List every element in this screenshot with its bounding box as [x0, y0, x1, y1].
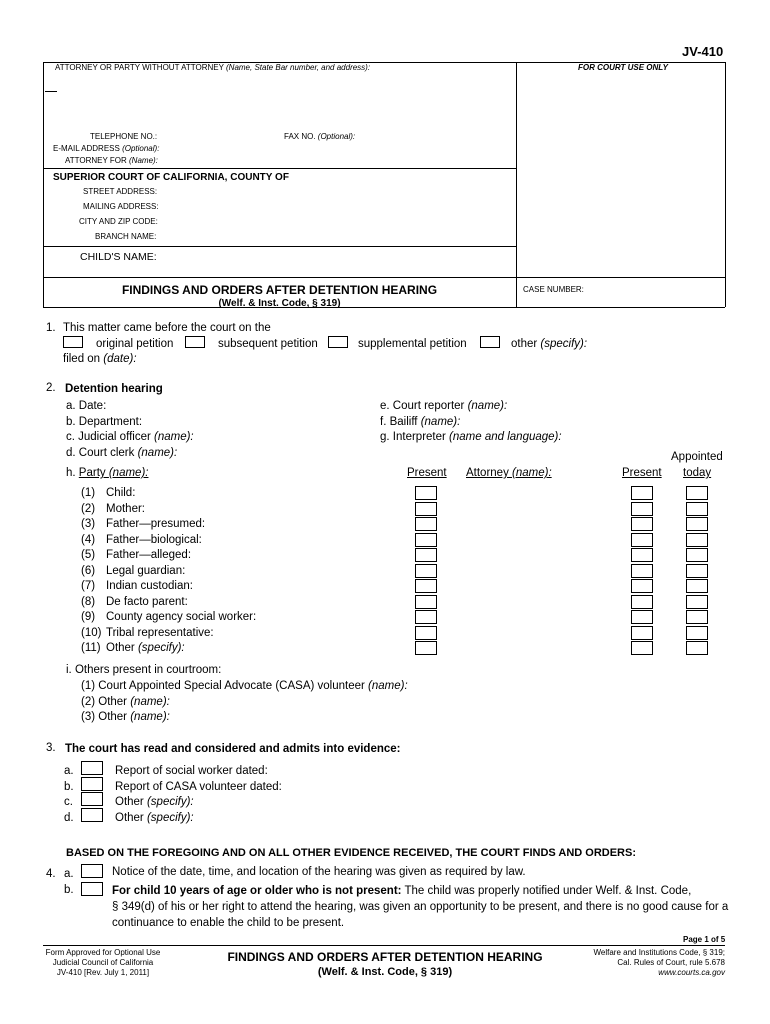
attorney-label: ATTORNEY OR PARTY WITHOUT ATTORNEY (Name, State Bar number, and address): [55, 63, 371, 72]
attorney-present-checkbox[interactable] [631, 564, 653, 578]
attorney-present-checkbox[interactable] [631, 641, 653, 655]
party-number: (1) [81, 487, 96, 499]
party-number: (8) [81, 595, 96, 608]
attorney-appointed-checkbox[interactable] [686, 502, 708, 516]
detention-field-d [66, 447, 177, 459]
attorney-present-checkbox[interactable] [631, 486, 653, 500]
label-text: b. Department: [66, 415, 143, 428]
footer-right-3: www.courts.ca.gov [658, 968, 725, 977]
detention-field-g [380, 431, 562, 443]
label-text: County agency social worker: [106, 611, 257, 623]
court-use-divider [516, 62, 517, 307]
header-left-border [43, 62, 44, 307]
court-use-label: FOR COURT USE ONLY [578, 63, 668, 72]
notice-given-text: Notice of the date, time, and location of the hearing was given as required by law. [112, 866, 526, 878]
present2-column-header: Present [622, 467, 662, 479]
party-label [106, 580, 193, 592]
label-text: a. Date: [66, 400, 107, 412]
label-text: Indian custodian: [106, 580, 193, 592]
evidence-letter: c. [64, 796, 73, 808]
party-label [106, 565, 185, 577]
party-label [106, 534, 202, 546]
party-label [106, 642, 185, 654]
party-present-checkbox[interactable] [415, 533, 437, 547]
footer-rule [43, 945, 725, 946]
evidence-letter: b. [64, 780, 74, 793]
child-notified-line3: continuance to enable the child to be present. [112, 917, 345, 929]
label-text: c. Judicial officer [66, 431, 154, 443]
party-number: (5) [81, 549, 96, 561]
header-bottom-border [43, 307, 725, 308]
branch-name-label: BRANCH NAME: [95, 232, 157, 241]
header-right-border [725, 62, 726, 307]
attorney-present-checkbox[interactable] [631, 502, 653, 516]
party-number: (3) [81, 518, 96, 530]
item2-heading: Detention hearing [65, 383, 163, 395]
label-note: (name and language): [449, 431, 562, 443]
others-present-row [81, 711, 170, 723]
party-number: (6) [81, 564, 96, 577]
party-present-checkbox[interactable] [415, 595, 437, 609]
attorney-appointed-checkbox[interactable] [686, 641, 708, 655]
label-note: (name): [137, 446, 178, 459]
label-text: f. Bailiff [380, 415, 421, 428]
attorney-appointed-checkbox[interactable] [686, 626, 708, 640]
party-number: (2) [81, 502, 96, 515]
form-title: FINDINGS AND ORDERS AFTER DETENTION HEARING [121, 283, 438, 297]
party-label [106, 596, 188, 608]
attorney-for-label: ATTORNEY FOR (Name): [65, 156, 158, 165]
original-petition-checkbox[interactable] [63, 336, 83, 348]
subsequent-petition-label: subsequent petition [218, 338, 318, 350]
party-header: h. Party (name): [66, 467, 149, 479]
label-note: (name): [154, 431, 194, 443]
attorney-appointed-checkbox[interactable] [686, 579, 708, 593]
party-number: (10) [81, 626, 102, 639]
detention-field-f [380, 416, 460, 428]
label-text: Other [115, 811, 147, 824]
other-petition-checkbox[interactable] [480, 336, 500, 348]
child-notified-line1: For child 10 years of age or older who is not present: The child was properly notified under Welf. & Inst. Code, [112, 885, 692, 897]
child-notified-line2: § 349(d) of his or her right to attend the hearing, was given an opportunity to be present, and there is no good cause for a [112, 901, 729, 913]
evidence-checkbox[interactable] [81, 792, 103, 806]
label-text: g. Interpreter [380, 431, 450, 443]
party-present-checkbox[interactable] [415, 502, 437, 516]
party-label [106, 518, 205, 530]
item2-number: 2. [46, 382, 56, 394]
attorney-appointed-checkbox[interactable] [686, 564, 708, 578]
child-notified-checkbox[interactable] [81, 882, 103, 896]
party-present-checkbox[interactable] [415, 564, 437, 578]
evidence-label [115, 812, 194, 824]
label-text: De facto parent: [106, 595, 188, 608]
appointed-column-header-1: Appointed [671, 451, 723, 463]
attorney-appointed-checkbox[interactable] [686, 517, 708, 531]
party-label [106, 487, 135, 499]
label-note: (name): [130, 711, 170, 723]
attorney-appointed-checkbox[interactable] [686, 533, 708, 547]
filed-on-label: filed on (date): [63, 353, 137, 365]
item3-number: 3. [46, 742, 56, 754]
court-section-border [43, 168, 516, 169]
attorney-present-checkbox[interactable] [631, 548, 653, 562]
attorney-present-checkbox[interactable] [631, 595, 653, 609]
supplemental-petition-checkbox[interactable] [328, 336, 348, 348]
childs-name-label: CHILD'S NAME: [80, 251, 157, 263]
party-present-checkbox[interactable] [415, 548, 437, 562]
attorney-present-checkbox[interactable] [631, 579, 653, 593]
party-present-checkbox[interactable] [415, 626, 437, 640]
attorney-appointed-checkbox[interactable] [686, 610, 708, 624]
label-text: Other [106, 642, 138, 654]
label-text: Mother: [106, 502, 145, 515]
label-text: Father—alleged: [106, 549, 192, 561]
evidence-letter: a. [64, 765, 74, 777]
attorney-column-header: Attorney (name): [466, 467, 552, 479]
street-address-label: STREET ADDRESS: [83, 187, 158, 196]
label-note: (specify): [146, 811, 194, 824]
page-number: Page 1 of 5 [683, 935, 726, 944]
others-present-row [81, 680, 408, 692]
label-note: (name): [467, 400, 508, 412]
party-present-checkbox[interactable] [415, 486, 437, 500]
label-note: (name): [420, 415, 461, 428]
city-zip-label: CITY AND ZIP CODE: [79, 217, 158, 226]
evidence-checkbox[interactable] [81, 808, 103, 822]
item4-a-letter: a. [64, 868, 74, 880]
email-label: E-MAIL ADDRESS (Optional): [53, 144, 160, 153]
evidence-checkbox[interactable] [81, 777, 103, 791]
attorney-present-checkbox[interactable] [631, 610, 653, 624]
party-number: (4) [81, 533, 96, 546]
detention-field-c [66, 431, 194, 443]
case-number-label: CASE NUMBER: [523, 285, 584, 294]
party-present-checkbox[interactable] [415, 579, 437, 593]
party-label [106, 627, 214, 639]
child-section-border [43, 246, 516, 247]
others-present-row [81, 696, 170, 708]
item1-text: This matter came before the court on the [63, 322, 271, 334]
label-note: (specify): [137, 642, 185, 654]
party-label [106, 549, 191, 561]
party-number: (9) [81, 611, 96, 623]
footer-right-2: Cal. Rules of Court, rule 5.678 [617, 958, 725, 967]
party-present-checkbox[interactable] [415, 610, 437, 624]
others-present-label: i. Others present in courtroom: [66, 664, 222, 676]
evidence-letter: d. [64, 811, 74, 824]
label-note: (name): [130, 695, 170, 708]
form-id: JV-410 [682, 44, 724, 59]
title-section-border [43, 277, 725, 278]
party-label [106, 611, 256, 623]
telephone-label: TELEPHONE NO.: [90, 132, 158, 141]
detention-field-e [380, 400, 507, 412]
party-present-checkbox[interactable] [415, 641, 437, 655]
evidence-label [115, 796, 194, 808]
other-petition-label: other (specify): [511, 338, 588, 350]
present-column-header: Present [407, 467, 447, 479]
party-number: (7) [81, 580, 96, 592]
attorney-present-checkbox[interactable] [631, 626, 653, 640]
footer-title: FINDINGS AND ORDERS AFTER DETENTION HEARING [227, 950, 543, 964]
label-text: (3) Other [81, 711, 131, 723]
attorney-appointed-checkbox[interactable] [686, 595, 708, 609]
form-subtitle: (Welf. & Inst. Code, § 319) [218, 298, 341, 309]
label-text: e. Court reporter [380, 400, 468, 412]
attorney-dash [45, 91, 57, 92]
appointed-column-header-2: today [683, 467, 712, 479]
attorney-appointed-checkbox[interactable] [686, 486, 708, 500]
label-text: Report of CASA volunteer dated: [115, 780, 282, 793]
label-text: Report of social worker dated: [115, 765, 268, 777]
notice-given-checkbox[interactable] [81, 864, 103, 878]
supplemental-petition-label: supplemental petition [358, 338, 467, 350]
attorney-present-checkbox[interactable] [631, 533, 653, 547]
attorney-appointed-checkbox[interactable] [686, 548, 708, 562]
subsequent-petition-checkbox[interactable] [185, 336, 205, 348]
mailing-address-label: MAILING ADDRESS: [83, 202, 159, 211]
original-petition-label: original petition [96, 338, 174, 350]
label-text: d. Court clerk [66, 446, 138, 459]
label-text: Father—biological: [106, 533, 202, 546]
detention-field-b [66, 416, 142, 428]
footer-left-3: JV-410 [Rev. July 1, 2011] [56, 968, 150, 977]
item4-b-letter: b. [64, 884, 74, 896]
evidence-label [115, 781, 282, 793]
label-text: Other [115, 796, 147, 808]
detention-field-a [66, 400, 106, 412]
label-note: (specify): [146, 796, 194, 808]
label-note: (name): [368, 680, 408, 692]
party-present-checkbox[interactable] [415, 517, 437, 531]
fax-label: FAX NO. (Optional): [284, 132, 356, 141]
attorney-present-checkbox[interactable] [631, 517, 653, 531]
label-text: Child: [106, 487, 136, 499]
evidence-label [115, 765, 268, 777]
footer-right-1: Welfare and Institutions Code, § 319; [593, 948, 725, 957]
court-name-label: SUPERIOR COURT OF CALIFORNIA, COUNTY OF [53, 172, 289, 183]
party-label [106, 503, 145, 515]
label-text: Tribal representative: [106, 626, 214, 639]
findings-heading: BASED ON THE FOREGOING AND ON ALL OTHER EVIDENCE RECEIVED, THE COURT FINDS AND ORDERS: [66, 847, 636, 859]
item1-number: 1. [46, 322, 56, 334]
label-text: Father—presumed: [106, 518, 206, 530]
label-text: Legal guardian: [106, 564, 186, 577]
label-text: (1) Court Appointed Special Advocate (CASA) volunteer [81, 680, 369, 692]
footer-subtitle: (Welf. & Inst. Code, § 319) [317, 966, 453, 978]
item4-number: 4. [46, 868, 56, 880]
item3-heading: The court has read and considered and admits into evidence: [65, 743, 401, 755]
footer-left-1: Form Approved for Optional Use [45, 948, 161, 957]
evidence-checkbox[interactable] [81, 761, 103, 775]
party-number: (11) [81, 642, 101, 654]
footer-left-2: Judicial Council of California [52, 958, 154, 967]
label-text: (2) Other [81, 695, 131, 708]
